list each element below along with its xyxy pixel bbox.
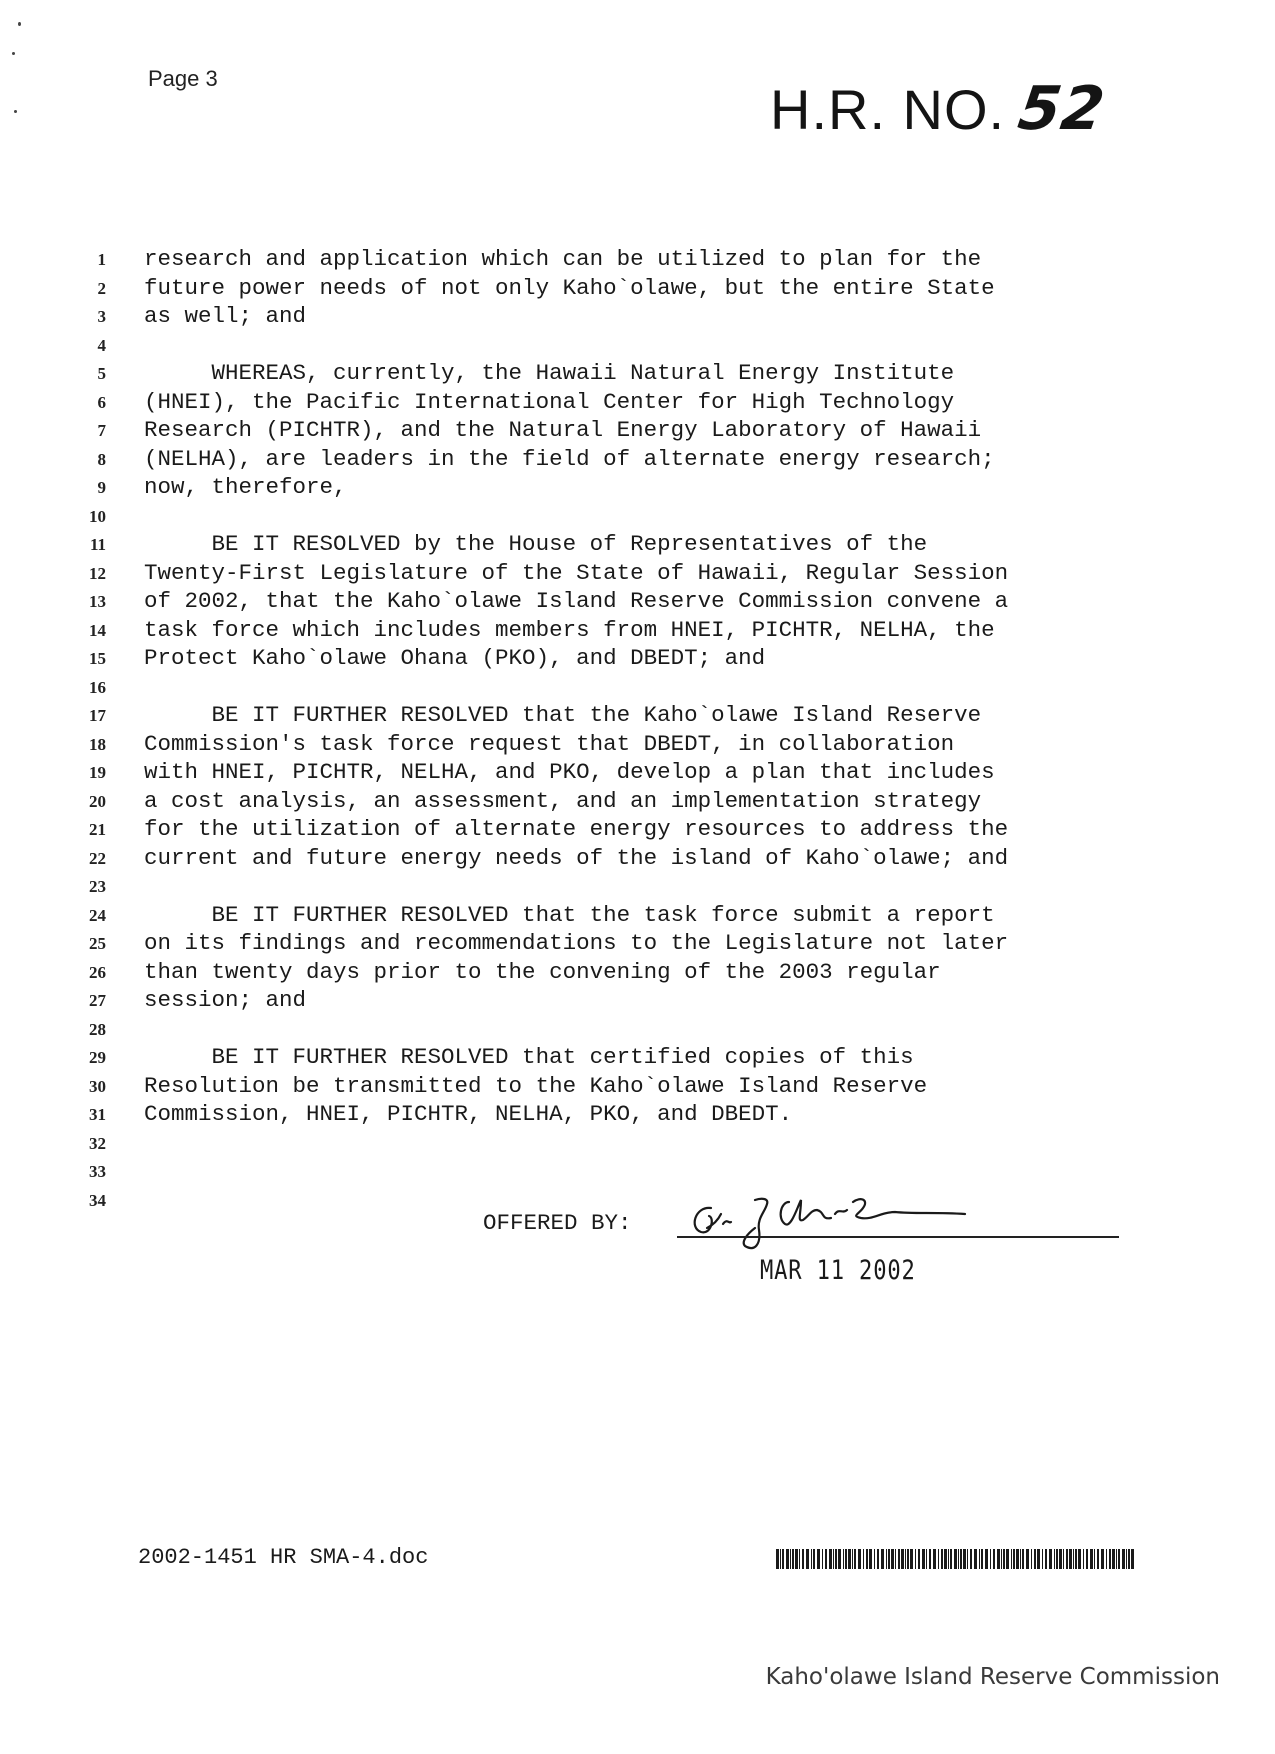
barcode-bar: [854, 1549, 856, 1569]
resolution-title: [770, 74, 1110, 144]
line-text: (HNEI), the Pacific International Center for High Technology: [144, 388, 955, 415]
barcode-bar: [1097, 1549, 1099, 1569]
line-text: BE IT FURTHER RESOLVED that the task force submit a report: [144, 901, 995, 928]
line-number: 13: [89, 592, 106, 611]
line-text: with HNEI, PICHTR, NELHA, and PKO, develop a plan that includes: [144, 759, 995, 785]
barcode-bar: [907, 1549, 909, 1569]
line-text: Commission's task force request that DBEDT, in collaboration: [144, 730, 955, 757]
document-line: [70, 560, 1210, 589]
line-text: future power needs of not only Kaho`olawe, but the entire State: [144, 274, 995, 301]
barcode-bar: [845, 1549, 847, 1569]
barcode-bar: [888, 1549, 890, 1569]
barcode-bar: [1083, 1549, 1084, 1569]
line-text: Twenty-First Legislature of the State of Hawaii, Regular Session: [144, 559, 1009, 586]
line-number: 25: [89, 934, 106, 953]
barcode-bar: [813, 1549, 815, 1569]
line-number: 29: [89, 1048, 106, 1067]
line-text: task force which includes members from HNEI, PICHTR, NELHA, the: [144, 616, 995, 643]
barcode-bar: [950, 1549, 952, 1569]
document-line: [70, 617, 1210, 646]
resolution-body: [70, 246, 1210, 1215]
line-number: 22: [89, 848, 106, 868]
barcode-bar: [838, 1549, 841, 1569]
barcode-bar: [1086, 1549, 1088, 1569]
document-line: [70, 588, 1210, 617]
line-number: 11: [89, 535, 106, 554]
line-text: session; and: [144, 987, 307, 1013]
barcode-bar: [852, 1549, 853, 1569]
line-text: for the utilization of alternate energy resources to address the: [144, 816, 1009, 842]
scan-speck: [18, 22, 21, 26]
barcode-bar: [1066, 1549, 1068, 1569]
line-number: 19: [89, 763, 106, 782]
line-text: BE IT FURTHER RESOLVED that certified copies of this: [144, 1044, 914, 1070]
line-number: 15: [89, 649, 106, 668]
barcode-bar: [858, 1549, 861, 1569]
barcode-bar: [898, 1549, 900, 1569]
barcode-bar: [790, 1549, 791, 1569]
barcode-bar: [922, 1549, 925, 1569]
barcode-bar: [835, 1549, 837, 1569]
line-text: WHEREAS, currently, the Hawaii Natural Energy Institute: [144, 360, 955, 386]
barcode-bar: [843, 1549, 844, 1569]
barcode-bar: [1090, 1549, 1093, 1569]
barcode-bar: [926, 1549, 927, 1569]
barcode-bar: [990, 1549, 991, 1569]
barcode-bar: [1116, 1549, 1117, 1569]
line-number: 27: [89, 991, 106, 1010]
title-prefix: H.R. NO.: [770, 78, 1006, 141]
line-number: 1: [97, 250, 106, 269]
barcode-bar: [915, 1549, 916, 1569]
barcode-bar: [776, 1549, 779, 1569]
barcode-bar: [1045, 1549, 1047, 1569]
document-line: [70, 417, 1210, 446]
document-line: [70, 1158, 1210, 1187]
barcode-bar: [954, 1549, 957, 1569]
line-number: 31: [89, 1105, 106, 1124]
barcode-bar: [1013, 1549, 1015, 1569]
barcode-bar: [1106, 1549, 1107, 1569]
date-stamp: MAR 11 2002: [760, 1255, 916, 1286]
barcode-bar: [981, 1549, 983, 1569]
document-line: [70, 275, 1210, 304]
barcode-bar: [941, 1549, 943, 1569]
barcode-bar: [948, 1549, 949, 1569]
barcode-bar: [792, 1549, 794, 1569]
line-number: 10: [89, 506, 106, 526]
barcode-bar: [811, 1549, 812, 1569]
barcode-bar: [1112, 1549, 1115, 1569]
document-line: [70, 674, 1210, 703]
line-number: 6: [97, 392, 106, 412]
line-number: 32: [89, 1133, 106, 1153]
line-number: 4: [97, 335, 106, 355]
barcode-bar: [993, 1549, 995, 1569]
barcode-bar: [825, 1549, 827, 1569]
line-number: 23: [89, 877, 106, 896]
barcode-bar: [866, 1549, 868, 1569]
document-line: [70, 332, 1210, 361]
barcode-bar: [985, 1549, 988, 1569]
barcode-bar: [1049, 1549, 1052, 1569]
barcode-bar: [833, 1549, 834, 1569]
document-line: [70, 531, 1210, 560]
barcode: [776, 1549, 1138, 1569]
barcode-bar: [1011, 1549, 1012, 1569]
barcode-bar: [1016, 1549, 1019, 1569]
scan-speck: [12, 52, 15, 55]
line-number: 28: [89, 1019, 106, 1039]
document-line: [70, 1044, 1210, 1073]
barcode-bar: [1037, 1549, 1040, 1569]
resolution-number: 52: [1014, 74, 1110, 144]
barcode-bar: [780, 1549, 781, 1569]
barcode-bar: [933, 1549, 936, 1569]
barcode-bar: [963, 1549, 966, 1569]
barcode-bar: [901, 1549, 904, 1569]
line-number: 30: [89, 1076, 106, 1096]
barcode-bar: [1026, 1549, 1029, 1569]
barcode-bar: [1031, 1549, 1032, 1569]
line-text: than twenty days prior to the convening of the 2003 regular: [144, 958, 941, 985]
document-line: [70, 873, 1210, 902]
document-line: [70, 759, 1210, 788]
barcode-bar: [1078, 1549, 1081, 1569]
document-line: [70, 474, 1210, 503]
barcode-bar: [944, 1549, 947, 1569]
barcode-bar: [802, 1549, 804, 1569]
line-number: 17: [89, 706, 106, 725]
line-text: current and future energy needs of the island of Kaho`olawe; and: [144, 844, 1009, 871]
barcode-bar: [881, 1549, 884, 1569]
document-line: [70, 702, 1210, 731]
line-text: BE IT RESOLVED by the House of Representatives of the: [144, 531, 928, 557]
barcode-bar: [1006, 1549, 1009, 1569]
barcode-bar: [822, 1549, 823, 1569]
barcode-bar: [918, 1549, 920, 1569]
document-line: [70, 987, 1210, 1016]
line-text: BE IT FURTHER RESOLVED that the Kaho`olawe Island Reserve: [144, 702, 982, 728]
barcode-bar: [938, 1549, 939, 1569]
barcode-bar: [877, 1549, 879, 1569]
signature-line: [677, 1236, 1119, 1238]
line-text: as well; and: [144, 303, 307, 329]
barcode-bar: [1063, 1549, 1064, 1569]
barcode-bar: [863, 1549, 864, 1569]
line-number: 5: [97, 364, 106, 383]
barcode-bar: [886, 1549, 887, 1569]
document-line: [70, 246, 1210, 275]
line-text: (NELHA), are leaders in the field of alternate energy research;: [144, 445, 995, 472]
barcode-bar: [799, 1549, 800, 1569]
barcode-bar: [929, 1549, 931, 1569]
document-line: [70, 303, 1210, 332]
barcode-bar: [905, 1549, 906, 1569]
barcode-bar: [1003, 1549, 1005, 1569]
document-line: [70, 788, 1210, 817]
barcode-bar: [1020, 1549, 1021, 1569]
line-text: a cost analysis, an assessment, and an implementation strategy: [144, 787, 982, 814]
line-number: 14: [89, 620, 106, 640]
barcode-bar: [960, 1549, 962, 1569]
document-line: [70, 1016, 1210, 1045]
scan-speck: [14, 110, 17, 113]
barcode-bar: [1073, 1549, 1074, 1569]
signature: [685, 1188, 985, 1258]
barcode-bar: [1034, 1549, 1036, 1569]
document-line: [70, 959, 1210, 988]
line-text: of 2002, that the Kaho`olawe Island Reserve Commission convene a: [144, 588, 1009, 614]
line-text: now, therefore,: [144, 474, 347, 500]
line-text: Commission, HNEI, PICHTR, NELHA, PKO, and DBEDT.: [144, 1101, 793, 1127]
barcode-bar: [817, 1549, 820, 1569]
line-text: Protect Kaho`olawe Ohana (PKO), and DBEDT; and: [144, 645, 766, 671]
document-line: [70, 446, 1210, 475]
barcode-bar: [895, 1549, 896, 1569]
barcode-bar: [829, 1549, 832, 1569]
document-line: [70, 902, 1210, 931]
barcode-bar: [958, 1549, 959, 1569]
line-number: 16: [89, 677, 106, 697]
line-number: 12: [89, 563, 106, 583]
barcode-bar: [979, 1549, 980, 1569]
barcode-bar: [1131, 1549, 1134, 1569]
barcode-bar: [786, 1549, 789, 1569]
barcode-bar: [1069, 1549, 1072, 1569]
line-number: 21: [89, 820, 106, 839]
barcode-bar: [970, 1549, 972, 1569]
barcode-bar: [782, 1549, 784, 1569]
line-number: 20: [89, 791, 106, 811]
document-line: [70, 816, 1210, 845]
line-number: 9: [97, 478, 106, 497]
line-text: Resolution be transmitted to the Kaho`olawe Island Reserve: [144, 1072, 928, 1099]
barcode-bar: [1118, 1549, 1120, 1569]
document-line: [70, 731, 1210, 760]
barcode-bar: [1059, 1549, 1062, 1569]
barcode-bar: [795, 1549, 798, 1569]
barcode-bar: [967, 1549, 968, 1569]
barcode-bar: [874, 1549, 875, 1569]
document-line: [70, 1073, 1210, 1102]
line-number: 26: [89, 962, 106, 982]
barcode-bar: [1022, 1549, 1024, 1569]
barcode-bar: [1075, 1549, 1077, 1569]
document-line: [70, 503, 1210, 532]
barcode-bar: [869, 1549, 872, 1569]
document-line: [70, 360, 1210, 389]
document-line: [70, 389, 1210, 418]
barcode-bar: [1042, 1549, 1043, 1569]
barcode-bar: [1109, 1549, 1111, 1569]
barcode-bar: [806, 1549, 809, 1569]
barcode-bar: [1101, 1549, 1104, 1569]
line-number: 34: [89, 1190, 106, 1210]
line-number: 24: [89, 905, 106, 925]
barcode-bar: [1128, 1549, 1130, 1569]
line-text: on its findings and recommendations to the Legislature not later: [144, 930, 1009, 956]
barcode-bar: [848, 1549, 851, 1569]
line-number: 33: [89, 1162, 106, 1181]
document-line: [70, 645, 1210, 674]
barcode-bar: [910, 1549, 913, 1569]
barcode-bar: [974, 1549, 977, 1569]
line-number: 18: [89, 734, 106, 754]
line-number: 8: [97, 449, 106, 469]
barcode-bar: [1054, 1549, 1055, 1569]
barcode-bar: [1126, 1549, 1127, 1569]
line-number: 3: [97, 307, 106, 326]
document-line: [70, 1187, 1210, 1216]
barcode-bar: [1056, 1549, 1058, 1569]
barcode-bar: [997, 1549, 1000, 1569]
offered-by-label: OFFERED BY:: [483, 1210, 632, 1236]
line-text: research and application which can be utilized to plan for the: [144, 246, 982, 272]
line-number: 7: [97, 421, 106, 440]
document-filename: 2002-1451 HR SMA-4.doc: [138, 1545, 429, 1570]
document-line: [70, 1101, 1210, 1130]
document-line: [70, 1130, 1210, 1159]
line-text: Research (PICHTR), and the Natural Energy Laboratory of Hawaii: [144, 417, 982, 443]
barcode-bar: [891, 1549, 894, 1569]
page-label: Page 3: [148, 66, 218, 91]
collection-watermark: Kaho'olawe Island Reserve Commission: [765, 1664, 1220, 1690]
barcode-bar: [1001, 1549, 1002, 1569]
document-line: [70, 930, 1210, 959]
line-number: 2: [97, 278, 106, 298]
document-line: [70, 845, 1210, 874]
barcode-bar: [1094, 1549, 1095, 1569]
barcode-bar: [1122, 1549, 1125, 1569]
